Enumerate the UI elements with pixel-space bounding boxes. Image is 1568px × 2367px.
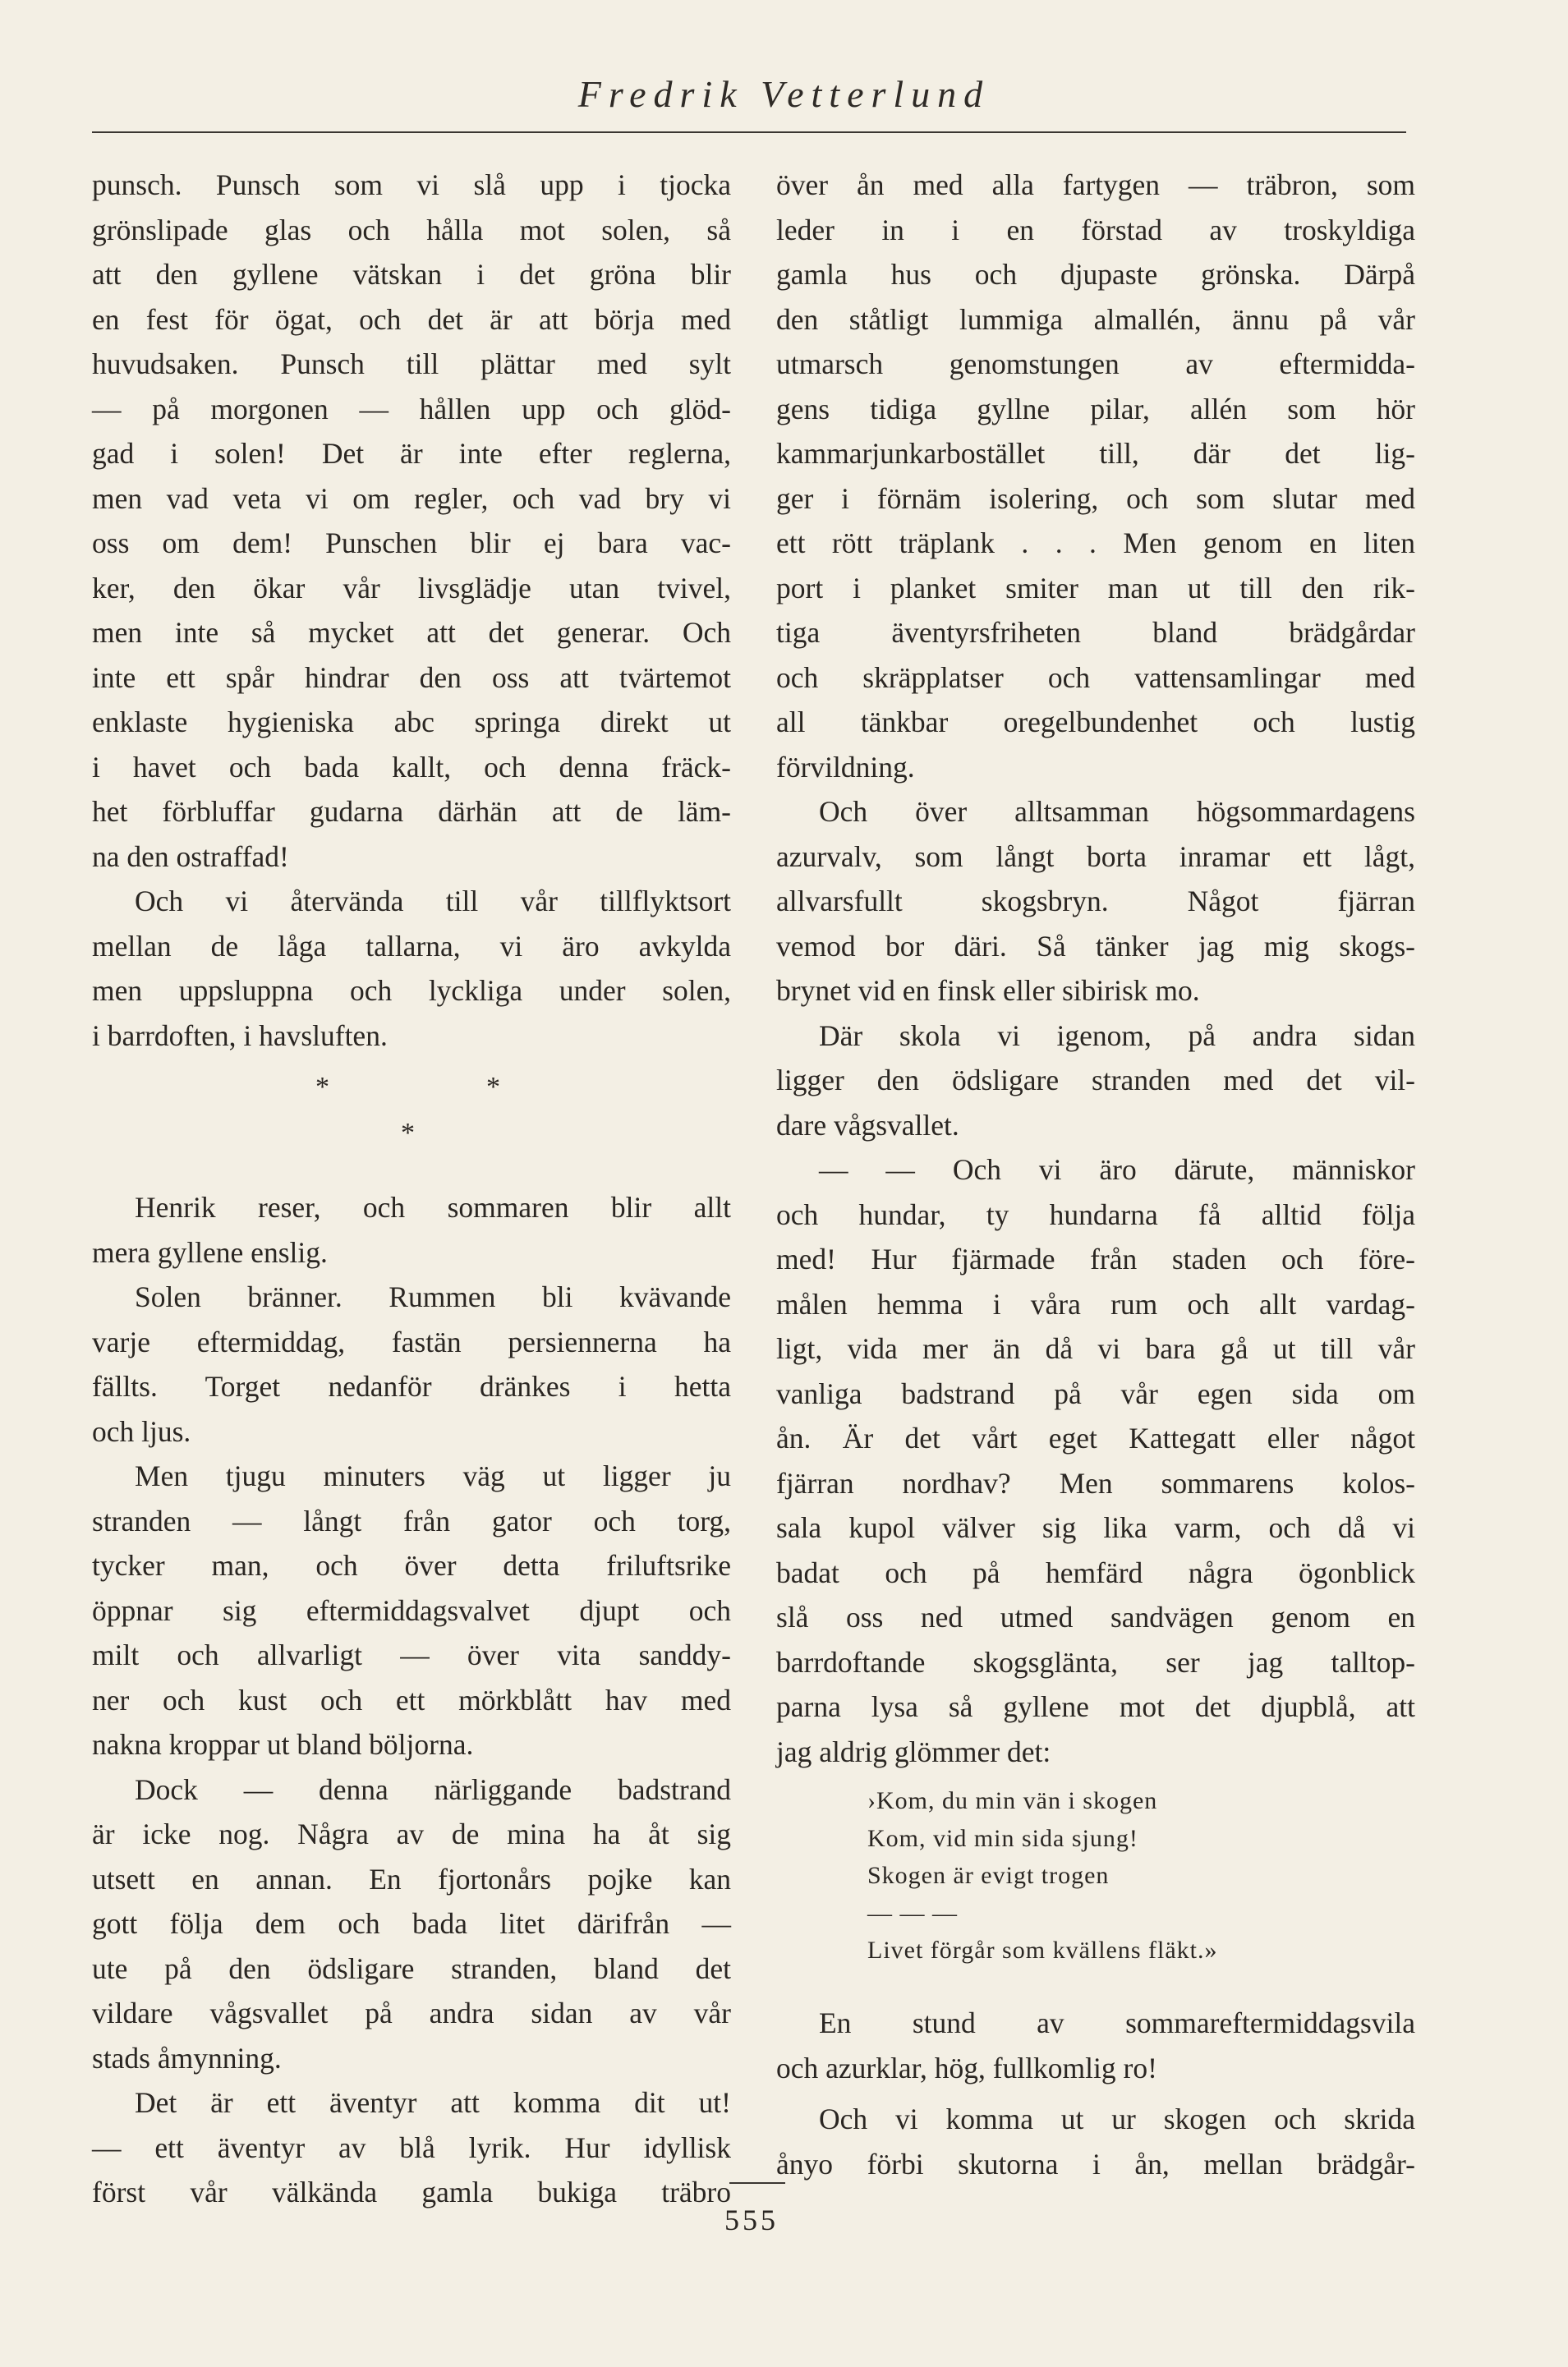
text-line: fjärran nordhav? Men sommarens kolos- — [776, 1466, 1415, 1500]
text-line: och skräpplatser och vattensamlingar med — [776, 660, 1415, 694]
text-line: azurvalv, som långt borta inramar ett lågt, — [776, 839, 1415, 873]
poem-line: ›Kom, du min vän i skogen — [867, 1787, 1158, 1814]
text-line: i havet och bada kallt, och denna fräck- — [92, 750, 731, 784]
text-line: punsch. Punsch som vi slå upp i tjocka — [92, 168, 731, 201]
text-line: ker, den ökar vår livsglädje utan tvivel, — [92, 571, 731, 604]
poem-line: Skogen är evigt trogen — [867, 1862, 1110, 1889]
text-line: och ljus. — [92, 1414, 191, 1448]
text-line: sala kupol välver sig lika varm, och då vi — [776, 1511, 1415, 1544]
text-line: målen hemma i våra rum och allt vardag- — [776, 1287, 1415, 1321]
text-line: förvildning. — [776, 750, 915, 784]
text-line: tiga äventyrsfriheten bland brädgårdar — [776, 616, 1415, 649]
section-break — [92, 1072, 731, 1162]
header-rule — [92, 131, 1406, 133]
text-line: tycker man, och över detta friluftsrike — [92, 1549, 731, 1582]
text-line: dare vågsvallet. — [776, 1108, 959, 1142]
text-line: Henrik reser, och sommaren blir allt — [135, 1191, 731, 1224]
text-line: utsett en annan. En fjortonårs pojke kan — [92, 1862, 731, 1896]
text-line: jag aldrig glömmer det: — [776, 1735, 1051, 1768]
text-line: ligt, vida mer än då vi bara gå ut till vår — [776, 1332, 1415, 1365]
text-line: ån. Är det vårt eget Kattegatt eller något — [776, 1422, 1415, 1455]
running-header: Fredrik Vetterlund — [577, 73, 991, 115]
text-line: är icke nog. Några av de mina ha åt sig — [92, 1818, 731, 1850]
text-line: Och vi återvända till vår tillflyktsort — [135, 885, 731, 917]
text-line: vanliga badstrand på vår egen sida om — [776, 1377, 1415, 1410]
page-number: 555 — [724, 2204, 779, 2236]
text-line: Men tjugu minuters väg ut ligger ju — [135, 1459, 731, 1492]
text-line: Där skola vi igenom, på andra sidan — [819, 1018, 1415, 1052]
text-line: stads åmynning. — [92, 2041, 282, 2075]
text-line: men vad veta vi om regler, och vad bry vi — [92, 481, 731, 515]
poem-line: Kom, vid min sida sjung! — [867, 1824, 1138, 1852]
text-line: öppnar sig eftermiddagsvalvet djupt och — [92, 1593, 731, 1627]
text-line: Solen bränner. Rummen bli kvävande — [135, 1280, 731, 1313]
text-line: huvudsaken. Punsch till plättar med sylt — [92, 347, 731, 380]
text-line: leder in i en förstad av troskyldiga — [776, 213, 1415, 246]
text-line: varje eftermiddag, fastän persiennerna ha — [92, 1325, 731, 1358]
text-line: Det är ett äventyr att komma dit ut! — [135, 2086, 731, 2119]
text-line: vildare vågsvallet på andra sidan av vår — [92, 1997, 731, 2029]
text-line: med! Hur fjärmade från staden och före- — [776, 1243, 1415, 1275]
text-line: ute på den ödsligare stranden, bland det — [92, 1951, 731, 1985]
text-line: badat och på hemfärd några ögonblick — [776, 1556, 1415, 1589]
asterisk: * — [401, 1118, 415, 1148]
text-line: na den ostraffad! — [92, 839, 289, 873]
text-line: slå oss ned utmed sandvägen genom en — [776, 1601, 1415, 1634]
text-line: — — Och vi äro därute, människor — [819, 1153, 1415, 1186]
footer-rule — [729, 2182, 785, 2184]
text-line: — på morgonen — hållen upp och glöd- — [92, 392, 731, 425]
text-line: Dock — denna närliggande badstrand — [135, 1772, 731, 1806]
text-line: mera gyllene enslig. — [92, 1235, 328, 1269]
text-line: grönslipade glas och hålla mot solen, så — [92, 213, 731, 246]
text-line: att den gyllene vätskan i det gröna blir — [92, 258, 731, 291]
text-line: utmarsch genomstungen av eftermidda- — [776, 347, 1415, 380]
right-column — [776, 163, 1415, 1774]
text-line: mellan de låga tallarna, vi äro avkylda — [92, 929, 731, 963]
asterisk: * — [486, 1072, 500, 1102]
text-line: oss om dem! Punschen blir ej bara vac- — [92, 526, 731, 559]
text-line: ligger den ödsligare stranden med det vil- — [776, 1064, 1415, 1096]
text-line: en fest för ögat, och det är att börja med — [92, 302, 731, 336]
text-line: men uppsluppna och lyckliga under solen, — [92, 974, 731, 1007]
text-line: all tänkbar oregelbundenhet och lustig — [776, 706, 1415, 738]
text-line: i barrdoften, i havsluften. — [92, 1018, 388, 1052]
text-line: allvarsfullt skogsbryn. Något fjärran — [776, 885, 1415, 917]
text-line: men inte så mycket att det generar. Och — [92, 616, 731, 649]
text-line: gamla hus och djupaste grönska. Därpå — [776, 258, 1415, 291]
text-line: port i planket smiter man ut till den rik- — [776, 571, 1415, 604]
text-line: ånyo förbi skutorna i ån, mellan brädgår- — [776, 2147, 1415, 2181]
text-line: kammarjunkarbostället till, där det lig- — [776, 437, 1415, 470]
text-line: ger i förnäm isolering, och som slutar med — [776, 481, 1415, 515]
text-line: brynet vid en finsk eller sibirisk mo. — [776, 974, 1200, 1007]
text-line: het förbluffar gudarna därhän att de läm- — [92, 795, 731, 828]
poem-line: Livet förgår som kvällens fläkt.» — [867, 1937, 1218, 1964]
text-line: och hundar, ty hundarna få alltid följa — [776, 1197, 1415, 1231]
text-line: fällts. Torget nedanför dränkes i hetta — [92, 1370, 731, 1403]
poem-line: — — — — [867, 1899, 958, 1927]
text-line: inte ett spår hindrar den oss att tvärtemot — [92, 660, 731, 694]
text-line: Och vi komma ut ur skogen och skrida — [819, 2103, 1415, 2135]
text-line: nakna kroppar ut bland böljorna. — [92, 1728, 474, 1761]
text-line: barrdoftande skogsglänta, ser jag talltop- — [776, 1645, 1415, 1679]
text-line: En stund av sommareftermiddagsvila — [819, 2006, 1415, 2039]
text-line: enklaste hygieniska abc springa direkt ut — [92, 706, 731, 738]
poem-quote — [867, 1782, 1393, 1969]
text-line: vemod bor däri. Så tänker jag mig skogs- — [776, 929, 1415, 963]
text-line: över ån med alla fartygen — träbron, som — [776, 168, 1415, 201]
text-line: parna lysa så gyllene mot det djupblå, att — [776, 1690, 1415, 1723]
text-line: milt och allvarligt — över vita sanddy- — [92, 1639, 731, 1671]
text-line: stranden — långt från gator och torg, — [92, 1504, 731, 1537]
text-line: ner och kust och ett mörkblått hav med — [92, 1683, 731, 1717]
right-column-continued — [776, 2001, 1415, 2186]
asterisk: * — [315, 1072, 329, 1102]
text-line: den ståtligt lummiga almallén, ännu på vår — [776, 302, 1415, 336]
text-line: först vår välkända gamla bukiga träbro — [92, 2176, 731, 2208]
text-line: gens tidiga gyllne pilar, allén som hör — [776, 392, 1415, 425]
text-line: ett rött träplank . . . Men genom en liten — [776, 526, 1415, 559]
left-column-continued — [92, 1185, 731, 2215]
text-line: gott följa dem och bada litet därifrån — — [92, 1907, 731, 1940]
text-line: — ett äventyr av blå lyrik. Hur idyllisk — [92, 2130, 731, 2164]
text-line: Och över alltsamman högsommardagens — [819, 795, 1415, 828]
text-line: och azurklar, hög, fullkomlig ro! — [776, 2051, 1157, 2084]
left-column — [92, 163, 731, 1058]
text-line: gad i solen! Det är inte efter reglerna, — [92, 437, 731, 470]
